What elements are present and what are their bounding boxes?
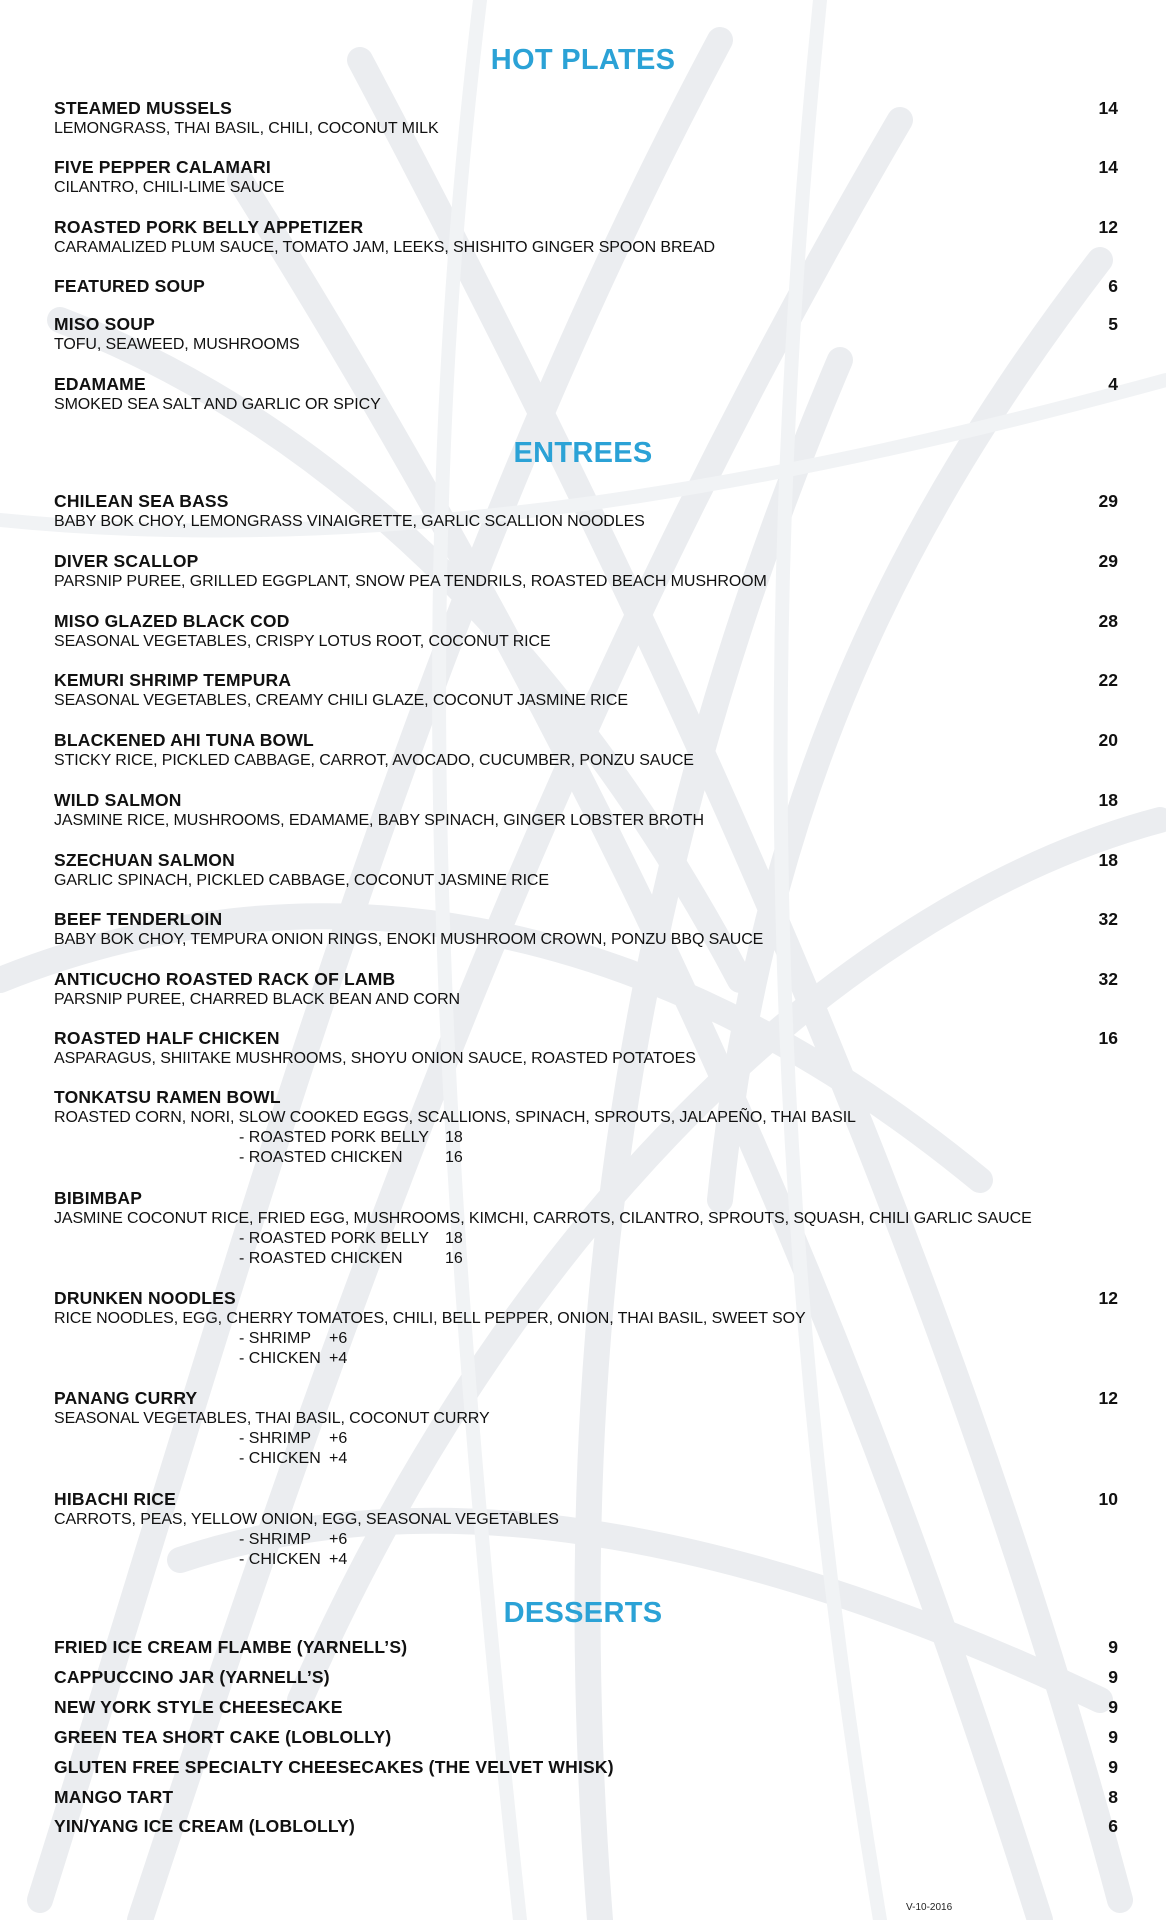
item-price: 16 [1098,1028,1118,1048]
version-label: V-10-2016 [906,1902,953,1913]
item-name: FIVE PEPPER CALAMARI [54,157,271,177]
item-price: 6 [1108,276,1118,296]
option-price: 18 [445,1129,463,1146]
dessert-price: 9 [1108,1637,1118,1657]
item-name: PANANG CURRY [54,1388,198,1408]
item-description: JASMINE COCONUT RICE, FRIED EGG, MUSHROOMS, KIMCHI, CARROTS, CILANTRO, SPROUTS, SQUASH, CHILI GARLIC SAUCE [54,1210,1032,1227]
menu-item [54,313,1118,355]
menu-item [54,275,1118,297]
dessert-item [54,1696,1118,1718]
dessert-item [54,1636,1118,1658]
option-price: +6 [329,1531,348,1548]
item-description: SMOKED SEA SALT AND GARLIC OR SPICY [54,396,381,413]
option-price: +6 [329,1330,348,1347]
item-name: TONKATSU RAMEN BOWL [54,1087,281,1107]
item-description: STICKY RICE, PICKLED CABBAGE, CARROT, AVOCADO, CUCUMBER, PONZU SAUCE [54,752,694,769]
option-label: - CHICKEN [239,1551,321,1568]
menu-item [54,490,1118,532]
item-price: 32 [1098,909,1118,929]
dessert-name: NEW YORK STYLE CHEESECAKE [54,1697,343,1717]
dessert-name: FRIED ICE CREAM FLAMBE (YARNELL’S) [54,1637,408,1657]
item-option [239,1229,1118,1249]
option-price: 16 [445,1250,463,1267]
item-name: DRUNKEN NOODLES [54,1288,236,1308]
dessert-price: 9 [1108,1667,1118,1687]
item-name: BIBIMBAP [54,1188,143,1208]
item-name: ROASTED HALF CHICKEN [54,1028,280,1048]
option-label: - ROASTED CHICKEN [239,1149,403,1166]
item-price: 32 [1098,969,1118,989]
menu-item [54,789,1118,831]
item-price: 20 [1098,730,1118,750]
item-description: SEASONAL VEGETABLES, THAI BASIL, COCONUT CURRY [54,1410,490,1427]
item-option [239,1148,1118,1168]
menu-item [54,97,1118,139]
option-price: +4 [329,1551,348,1568]
item-description: SEASONAL VEGETABLES, CRISPY LOTUS ROOT, COCONUT RICE [54,633,551,650]
dessert-item [54,1726,1118,1748]
item-description: CARROTS, PEAS, YELLOW ONION, EGG, SEASONAL VEGETABLES [54,1511,559,1528]
option-price: +6 [329,1430,348,1447]
item-price: 28 [1098,611,1118,631]
item-description: RICE NOODLES, EGG, CHERRY TOMATOES, CHILI, BELL PEPPER, ONION, THAI BASIL, SWEET SOY [54,1310,806,1327]
item-name: ANTICUCHO ROASTED RACK OF LAMB [54,969,396,989]
item-name: HIBACHI RICE [54,1489,176,1509]
item-price: 5 [1108,314,1118,334]
menu-item [54,1287,1118,1369]
item-name: STEAMED MUSSELS [54,98,233,118]
dessert-price: 6 [1108,1816,1118,1836]
option-price: 18 [445,1230,463,1247]
item-description: ASPARAGUS, SHIITAKE MUSHROOMS, SHOYU ONION SAUCE, ROASTED POTATOES [54,1050,696,1067]
item-name: SZECHUAN SALMON [54,850,235,870]
item-name: FEATURED SOUP [54,276,206,296]
item-description: PARSNIP PUREE, GRILLED EGGPLANT, SNOW PEA TENDRILS, ROASTED BEACH MUSHROOM [54,573,767,590]
menu-item [54,1086,1118,1168]
item-name: KEMURI SHRIMP TEMPURA [54,670,292,690]
item-option [239,1329,1118,1349]
item-description: GARLIC SPINACH, PICKLED CABBAGE, COCONUT JASMINE RICE [54,872,549,889]
menu-item [54,373,1118,415]
dessert-price: 9 [1108,1727,1118,1747]
menu-item [54,550,1118,592]
item-option [239,1429,1118,1449]
item-option [239,1128,1118,1148]
menu-item [54,156,1118,198]
menu-item [54,669,1118,711]
item-option [239,1249,1118,1269]
item-name: CHILEAN SEA BASS [54,491,229,511]
dessert-price: 9 [1108,1757,1118,1777]
option-label: - ROASTED PORK BELLY [239,1129,429,1146]
item-price: 29 [1098,551,1118,571]
item-name: EDAMAME [54,374,146,394]
item-price: 12 [1098,1288,1118,1308]
item-name: BLACKENED AHI TUNA BOWL [54,730,314,750]
menu-item [54,216,1118,258]
menu-item [54,729,1118,771]
dessert-price: 9 [1108,1697,1118,1717]
item-name: BEEF TENDERLOIN [54,909,223,929]
section-title-entrees: ENTREES [513,437,653,469]
option-price: 16 [445,1149,463,1166]
menu-item [54,610,1118,652]
item-description: CILANTRO, CHILI-LIME SAUCE [54,179,285,196]
dessert-item [54,1786,1118,1808]
dessert-price: 8 [1108,1787,1118,1807]
item-description: JASMINE RICE, MUSHROOMS, EDAMAME, BABY SPINACH, GINGER LOBSTER BROTH [54,812,704,829]
dessert-item [54,1666,1118,1688]
menu-item [54,1488,1118,1570]
item-name: DIVER SCALLOP [54,551,199,571]
item-price: 29 [1098,491,1118,511]
item-description: LEMONGRASS, THAI BASIL, CHILI, COCONUT MILK [54,120,439,137]
item-description: TOFU, SEAWEED, MUSHROOMS [54,336,300,353]
option-label: - ROASTED PORK BELLY [239,1230,429,1247]
menu-item [54,1187,1118,1269]
item-option [239,1550,1118,1570]
item-price: 4 [1108,374,1118,394]
item-option [239,1349,1118,1369]
dessert-name: GLUTEN FREE SPECIALTY CHEESECAKES (THE VELVET WHISK) [54,1757,614,1777]
item-name: MISO GLAZED BLACK COD [54,611,290,631]
menu-item [54,1027,1118,1069]
dessert-name: MANGO TART [54,1787,174,1807]
section-title-hot-plates: HOT PLATES [490,44,676,76]
item-price: 12 [1098,1388,1118,1408]
item-price: 14 [1098,157,1118,177]
dessert-name: CAPPUCCINO JAR (YARNELL’S) [54,1667,330,1687]
item-price: 10 [1098,1489,1118,1509]
item-option [239,1449,1118,1469]
item-name: ROASTED PORK BELLY APPETIZER [54,217,364,237]
menu-item [54,849,1118,891]
item-price: 18 [1098,850,1118,870]
menu-item [54,908,1118,950]
dessert-name: YIN/YANG ICE CREAM (LOBLOLLY) [54,1816,356,1836]
item-description: BABY BOK CHOY, LEMONGRASS VINAIGRETTE, GARLIC SCALLION NOODLES [54,513,645,530]
item-price: 22 [1098,670,1118,690]
option-label: - CHICKEN [239,1350,321,1367]
item-option [239,1530,1118,1550]
option-price: +4 [329,1350,348,1367]
menu-item [54,968,1118,1010]
option-label: - SHRIMP [239,1330,311,1347]
item-description: SEASONAL VEGETABLES, CREAMY CHILI GLAZE, COCONUT JASMINE RICE [54,692,628,709]
item-description: CARAMALIZED PLUM SAUCE, TOMATO JAM, LEEKS, SHISHITO GINGER SPOON BREAD [54,239,715,256]
option-label: - SHRIMP [239,1430,311,1447]
section-title-desserts: DESSERTS [503,1597,663,1629]
menu-item [54,1387,1118,1469]
item-price: 12 [1098,217,1118,237]
option-label: - ROASTED CHICKEN [239,1250,403,1267]
item-name: WILD SALMON [54,790,182,810]
item-price: 14 [1098,98,1118,118]
option-label: - SHRIMP [239,1531,311,1548]
option-price: +4 [329,1450,348,1467]
item-name: MISO SOUP [54,314,155,334]
dessert-name: GREEN TEA SHORT CAKE (LOBLOLLY) [54,1727,392,1747]
item-description: PARSNIP PUREE, CHARRED BLACK BEAN AND CORN [54,991,460,1008]
option-label: - CHICKEN [239,1450,321,1467]
item-price: 18 [1098,790,1118,810]
dessert-item [54,1815,1118,1837]
dessert-item [54,1756,1118,1778]
item-description: ROASTED CORN, NORI, SLOW COOKED EGGS, SCALLIONS, SPINACH, SPROUTS, JALAPEÑO, THAI BASIL [54,1109,856,1126]
item-description: BABY BOK CHOY, TEMPURA ONION RINGS, ENOKI MUSHROOM CROWN, PONZU BBQ SAUCE [54,931,764,948]
